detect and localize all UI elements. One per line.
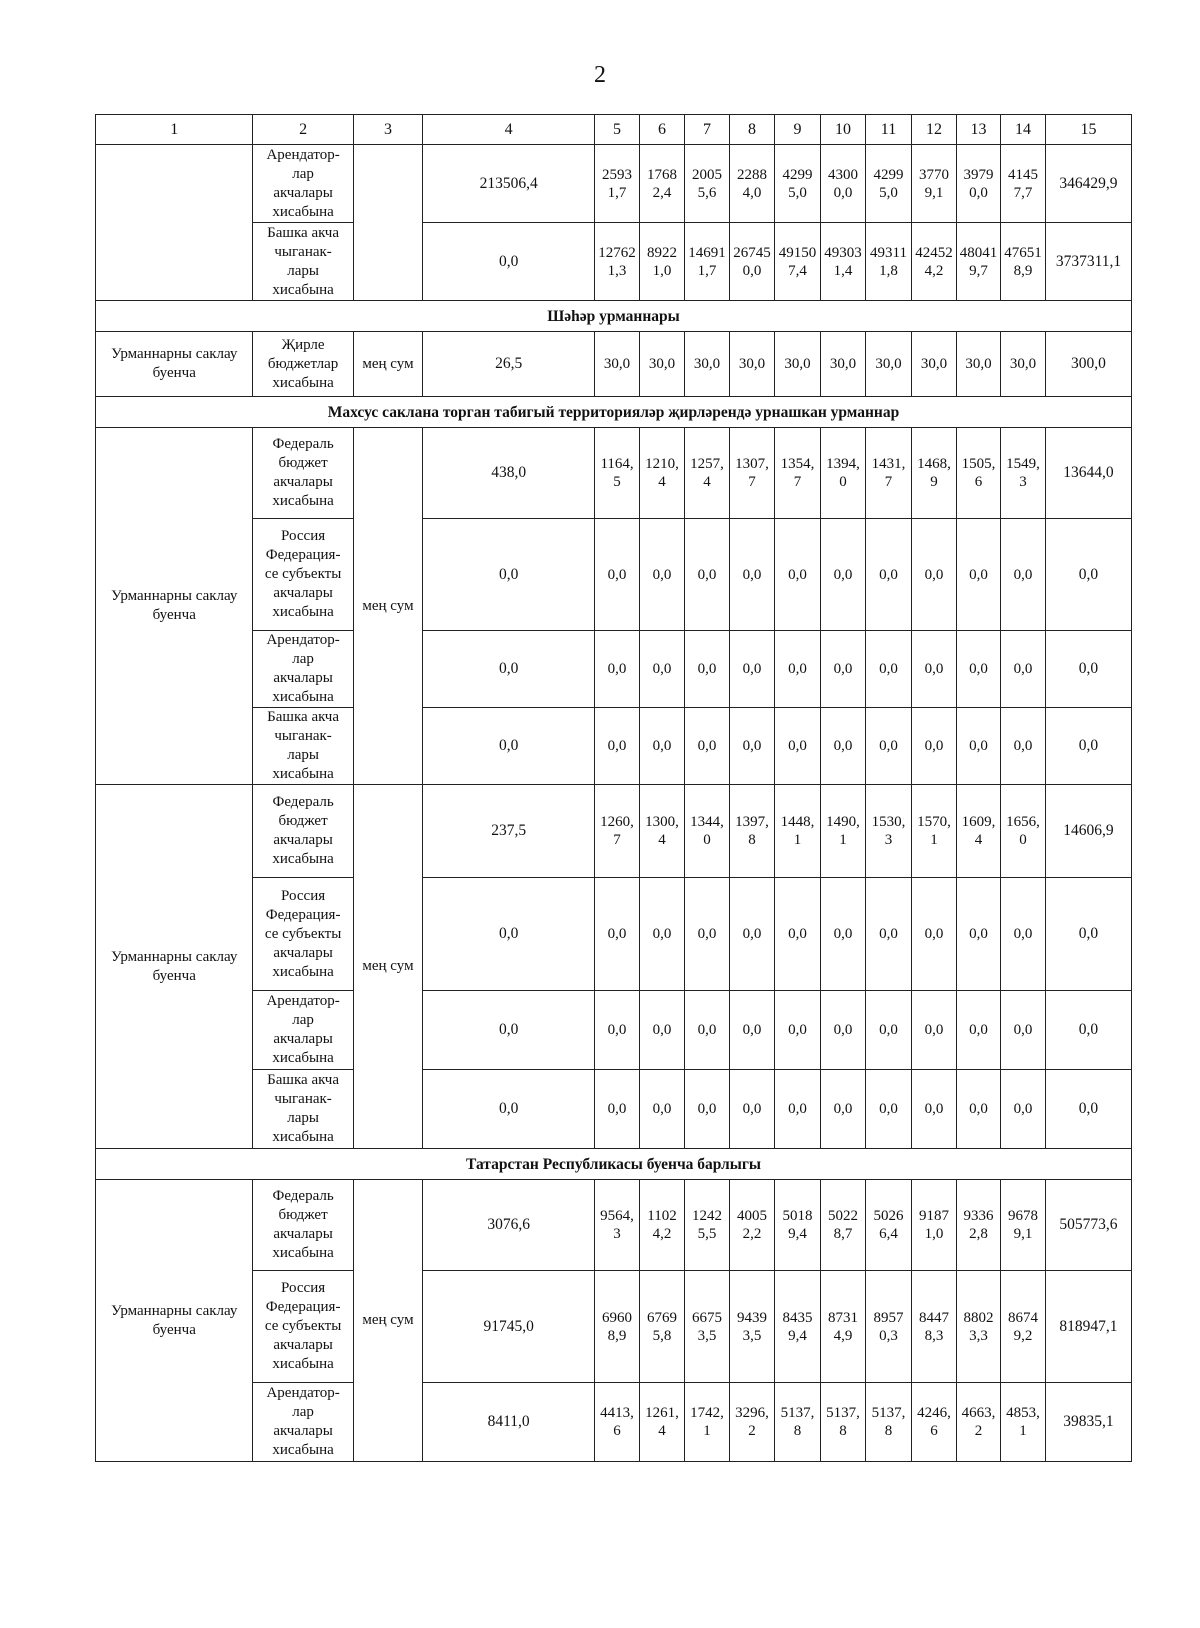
year-value-cell: 0,0 bbox=[956, 708, 1000, 785]
year-value-cell: 4299 5,0 bbox=[865, 145, 911, 223]
year-value-cell: 0,0 bbox=[640, 1070, 685, 1149]
total-value-cell: 0,0 bbox=[1045, 631, 1131, 708]
year-value-cell: 5137, 8 bbox=[774, 1383, 820, 1462]
funding-source-cell: Арендатор- лар акчалары хисабына bbox=[253, 1383, 353, 1462]
year-value-cell: 49150 7,4 bbox=[774, 223, 820, 301]
year-value-cell: 0,0 bbox=[1000, 708, 1045, 785]
year-value-cell: 30,0 bbox=[865, 332, 911, 397]
year-value-cell: 0,0 bbox=[595, 991, 640, 1070]
year-value-cell: 14691 1,7 bbox=[685, 223, 730, 301]
year-value-cell: 30,0 bbox=[1000, 332, 1045, 397]
year-value-cell: 30,0 bbox=[774, 332, 820, 397]
year-value-cell: 0,0 bbox=[821, 991, 866, 1070]
total-value-cell: 346429,9 bbox=[1045, 145, 1131, 223]
value-col4-cell: 213506,4 bbox=[423, 145, 595, 223]
header-cell: 10 bbox=[821, 115, 866, 145]
header-cell: 9 bbox=[774, 115, 820, 145]
section-title: Татарстан Республикасы буенча барлыгы bbox=[96, 1149, 1132, 1180]
year-value-cell: 49311 1,8 bbox=[865, 223, 911, 301]
funding-source-cell: Федераль бюджет акчалары хисабына bbox=[253, 1180, 353, 1271]
year-value-cell: 1505, 6 bbox=[956, 428, 1000, 519]
year-value-cell: 0,0 bbox=[640, 991, 685, 1070]
year-value-cell: 0,0 bbox=[912, 519, 957, 631]
year-value-cell: 0,0 bbox=[956, 991, 1000, 1070]
value-col4-cell: 26,5 bbox=[423, 332, 595, 397]
year-value-cell: 47651 8,9 bbox=[1000, 223, 1045, 301]
year-value-cell: 1300, 4 bbox=[640, 785, 685, 878]
year-value-cell: 9439 3,5 bbox=[730, 1271, 775, 1383]
total-value-cell: 13644,0 bbox=[1045, 428, 1131, 519]
year-value-cell: 0,0 bbox=[640, 878, 685, 991]
year-value-cell: 0,0 bbox=[774, 519, 820, 631]
year-value-cell: 0,0 bbox=[1000, 878, 1045, 991]
year-value-cell: 0,0 bbox=[685, 631, 730, 708]
header-cell: 5 bbox=[595, 115, 640, 145]
total-value-cell: 300,0 bbox=[1045, 332, 1131, 397]
year-value-cell: 1260, 7 bbox=[595, 785, 640, 878]
section-title: Махсус саклана торган табигый территорияләр җирләрендә урнашкан урманнар bbox=[96, 397, 1132, 428]
funding-source-cell: Федераль бюджет акчалары хисабына bbox=[253, 785, 353, 878]
year-value-cell: 0,0 bbox=[1000, 631, 1045, 708]
year-value-cell: 1354, 7 bbox=[774, 428, 820, 519]
year-value-cell: 48041 9,7 bbox=[956, 223, 1000, 301]
year-value-cell: 4853, 1 bbox=[1000, 1383, 1045, 1462]
funding-source-cell: Башка акча чыганак- лары хисабына bbox=[253, 708, 353, 785]
year-value-cell: 9187 1,0 bbox=[912, 1180, 957, 1271]
year-value-cell: 6960 8,9 bbox=[595, 1271, 640, 1383]
year-value-cell: 0,0 bbox=[730, 708, 775, 785]
total-value-cell: 0,0 bbox=[1045, 708, 1131, 785]
year-value-cell: 30,0 bbox=[912, 332, 957, 397]
year-value-cell: 8802 3,3 bbox=[956, 1271, 1000, 1383]
activity-cell: Урманнарны саклау буенча bbox=[96, 785, 253, 1149]
year-value-cell: 4246, 6 bbox=[912, 1383, 957, 1462]
year-value-cell: 1468, 9 bbox=[912, 428, 957, 519]
header-cell: 15 bbox=[1045, 115, 1131, 145]
activity-cell: Урманнарны саклау буенча bbox=[96, 1180, 253, 1462]
value-col4-cell: 0,0 bbox=[423, 878, 595, 991]
table-row bbox=[96, 332, 1132, 397]
year-value-cell: 0,0 bbox=[730, 991, 775, 1070]
year-value-cell: 1448, 1 bbox=[774, 785, 820, 878]
year-value-cell: 0,0 bbox=[821, 631, 866, 708]
year-value-cell: 1397, 8 bbox=[730, 785, 775, 878]
total-value-cell: 3737311,1 bbox=[1045, 223, 1131, 301]
total-value-cell: 0,0 bbox=[1045, 878, 1131, 991]
table-row bbox=[96, 1180, 1132, 1271]
year-value-cell: 0,0 bbox=[821, 1070, 866, 1149]
year-value-cell: 0,0 bbox=[685, 878, 730, 991]
year-value-cell: 4145 7,7 bbox=[1000, 145, 1045, 223]
year-value-cell: 8435 9,4 bbox=[774, 1271, 820, 1383]
total-value-cell: 0,0 bbox=[1045, 1070, 1131, 1149]
year-value-cell: 0,0 bbox=[774, 708, 820, 785]
funding-source-cell: Арендатор- лар акчалары хисабына bbox=[253, 631, 353, 708]
value-col4-cell: 438,0 bbox=[423, 428, 595, 519]
year-value-cell: 0,0 bbox=[730, 631, 775, 708]
year-value-cell: 0,0 bbox=[774, 1070, 820, 1149]
year-value-cell: 0,0 bbox=[1000, 991, 1045, 1070]
section-title: Шәһәр урманнары bbox=[96, 301, 1132, 332]
year-value-cell: 0,0 bbox=[730, 1070, 775, 1149]
year-value-cell: 1394, 0 bbox=[821, 428, 866, 519]
year-value-cell: 0,0 bbox=[956, 631, 1000, 708]
unit-cell: мең сум bbox=[353, 428, 423, 785]
year-value-cell: 3979 0,0 bbox=[956, 145, 1000, 223]
activity-cell: Урманнарны саклау буенча bbox=[96, 332, 253, 397]
year-value-cell: 0,0 bbox=[1000, 1070, 1045, 1149]
year-value-cell: 0,0 bbox=[685, 708, 730, 785]
funding-source-cell: Россия Федерация- се субъекты акчалары хисабына bbox=[253, 878, 353, 991]
total-value-cell: 818947,1 bbox=[1045, 1271, 1131, 1383]
value-col4-cell: 0,0 bbox=[423, 519, 595, 631]
funding-source-cell: Арендатор- лар акчалары хисабына bbox=[253, 991, 353, 1070]
year-value-cell: 4005 2,2 bbox=[730, 1180, 775, 1271]
year-value-cell: 0,0 bbox=[595, 708, 640, 785]
year-value-cell: 2593 1,7 bbox=[595, 145, 640, 223]
year-value-cell: 0,0 bbox=[956, 519, 1000, 631]
year-value-cell: 8447 8,3 bbox=[912, 1271, 957, 1383]
header-cell: 13 bbox=[956, 115, 1000, 145]
year-value-cell: 1570, 1 bbox=[912, 785, 957, 878]
header-cell: 4 bbox=[423, 115, 595, 145]
year-value-cell: 30,0 bbox=[595, 332, 640, 397]
year-value-cell: 0,0 bbox=[774, 878, 820, 991]
value-col4-cell: 0,0 bbox=[423, 991, 595, 1070]
budget-table bbox=[95, 114, 1132, 1462]
year-value-cell: 1257, 4 bbox=[685, 428, 730, 519]
header-cell: 8 bbox=[730, 115, 775, 145]
header-cell: 14 bbox=[1000, 115, 1045, 145]
year-value-cell: 0,0 bbox=[865, 519, 911, 631]
year-value-cell: 0,0 bbox=[595, 1070, 640, 1149]
funding-source-cell: Федераль бюджет акчалары хисабына bbox=[253, 428, 353, 519]
year-value-cell: 0,0 bbox=[640, 519, 685, 631]
year-value-cell: 0,0 bbox=[865, 708, 911, 785]
section-row bbox=[96, 1149, 1132, 1180]
year-value-cell: 1164, 5 bbox=[595, 428, 640, 519]
year-value-cell: 12762 1,3 bbox=[595, 223, 640, 301]
year-value-cell: 1344, 0 bbox=[685, 785, 730, 878]
header-cell: 2 bbox=[253, 115, 353, 145]
year-value-cell: 8922 1,0 bbox=[640, 223, 685, 301]
year-value-cell: 1530, 3 bbox=[865, 785, 911, 878]
year-value-cell: 0,0 bbox=[685, 991, 730, 1070]
year-value-cell: 30,0 bbox=[640, 332, 685, 397]
unit-cell: мең сум bbox=[353, 332, 423, 397]
year-value-cell: 30,0 bbox=[685, 332, 730, 397]
year-value-cell: 1609, 4 bbox=[956, 785, 1000, 878]
value-col4-cell: 237,5 bbox=[423, 785, 595, 878]
section-row bbox=[96, 397, 1132, 428]
value-col4-cell: 8411,0 bbox=[423, 1383, 595, 1462]
year-value-cell: 0,0 bbox=[774, 991, 820, 1070]
year-value-cell: 0,0 bbox=[865, 1070, 911, 1149]
activity-cell: Урманнарны саклау буенча bbox=[96, 428, 253, 785]
unit-cell: мең сум bbox=[353, 785, 423, 1149]
year-value-cell: 8674 9,2 bbox=[1000, 1271, 1045, 1383]
year-value-cell: 0,0 bbox=[912, 708, 957, 785]
total-value-cell: 39835,1 bbox=[1045, 1383, 1131, 1462]
total-value-cell: 14606,9 bbox=[1045, 785, 1131, 878]
header-cell: 1 bbox=[96, 115, 253, 145]
year-value-cell: 1102 4,2 bbox=[640, 1180, 685, 1271]
year-value-cell: 1549, 3 bbox=[1000, 428, 1045, 519]
year-value-cell: 5022 8,7 bbox=[821, 1180, 866, 1271]
activity-cell bbox=[96, 145, 253, 301]
table-row bbox=[96, 145, 1132, 223]
funding-source-cell: Җирле бюджетлар хисабына bbox=[253, 332, 353, 397]
year-value-cell: 6675 3,5 bbox=[685, 1271, 730, 1383]
funding-source-cell: Башка акча чыганак- лары хисабына bbox=[253, 223, 353, 301]
header-row bbox=[96, 115, 1132, 145]
year-value-cell: 6769 5,8 bbox=[640, 1271, 685, 1383]
unit-cell: мең сум bbox=[353, 1180, 423, 1462]
table-row bbox=[96, 428, 1132, 519]
funding-source-cell: Россия Федерация- се субъекты акчалары хисабына bbox=[253, 1271, 353, 1383]
year-value-cell: 3296, 2 bbox=[730, 1383, 775, 1462]
page-number: 2 bbox=[594, 62, 606, 88]
year-value-cell: 5018 9,4 bbox=[774, 1180, 820, 1271]
year-value-cell: 3770 9,1 bbox=[912, 145, 957, 223]
year-value-cell: 0,0 bbox=[912, 631, 957, 708]
year-value-cell: 4300 0,0 bbox=[821, 145, 866, 223]
year-value-cell: 4413, 6 bbox=[595, 1383, 640, 1462]
year-value-cell: 0,0 bbox=[821, 519, 866, 631]
year-value-cell: 9336 2,8 bbox=[956, 1180, 1000, 1271]
funding-source-cell: Арендатор- лар акчалары хисабына bbox=[253, 145, 353, 223]
year-value-cell: 5137, 8 bbox=[821, 1383, 866, 1462]
header-cell: 3 bbox=[353, 115, 423, 145]
year-value-cell: 1210, 4 bbox=[640, 428, 685, 519]
year-value-cell: 0,0 bbox=[640, 631, 685, 708]
header-cell: 12 bbox=[912, 115, 957, 145]
year-value-cell: 0,0 bbox=[912, 878, 957, 991]
value-col4-cell: 3076,6 bbox=[423, 1180, 595, 1271]
header-cell: 11 bbox=[865, 115, 911, 145]
value-col4-cell: 0,0 bbox=[423, 631, 595, 708]
year-value-cell: 1656, 0 bbox=[1000, 785, 1045, 878]
year-value-cell: 0,0 bbox=[595, 878, 640, 991]
year-value-cell: 0,0 bbox=[730, 519, 775, 631]
year-value-cell: 0,0 bbox=[821, 708, 866, 785]
year-value-cell: 0,0 bbox=[956, 1070, 1000, 1149]
year-value-cell: 0,0 bbox=[865, 631, 911, 708]
year-value-cell: 0,0 bbox=[595, 631, 640, 708]
unit-cell bbox=[353, 145, 423, 301]
value-col4-cell: 0,0 bbox=[423, 223, 595, 301]
total-value-cell: 0,0 bbox=[1045, 519, 1131, 631]
year-value-cell: 0,0 bbox=[595, 519, 640, 631]
year-value-cell: 1261, 4 bbox=[640, 1383, 685, 1462]
value-col4-cell: 0,0 bbox=[423, 708, 595, 785]
year-value-cell: 5026 6,4 bbox=[865, 1180, 911, 1271]
year-value-cell: 0,0 bbox=[774, 631, 820, 708]
year-value-cell: 0,0 bbox=[730, 878, 775, 991]
funding-source-cell: Башка акча чыганак- лары хисабына bbox=[253, 1070, 353, 1149]
year-value-cell: 30,0 bbox=[730, 332, 775, 397]
year-value-cell: 5137, 8 bbox=[865, 1383, 911, 1462]
year-value-cell: 1490, 1 bbox=[821, 785, 866, 878]
year-value-cell: 0,0 bbox=[685, 519, 730, 631]
year-value-cell: 9678 9,1 bbox=[1000, 1180, 1045, 1271]
year-value-cell: 4663, 2 bbox=[956, 1383, 1000, 1462]
year-value-cell: 42452 4,2 bbox=[912, 223, 957, 301]
year-value-cell: 8957 0,3 bbox=[865, 1271, 911, 1383]
year-value-cell: 0,0 bbox=[865, 991, 911, 1070]
year-value-cell: 0,0 bbox=[640, 708, 685, 785]
year-value-cell: 1242 5,5 bbox=[685, 1180, 730, 1271]
table-row bbox=[96, 785, 1132, 878]
total-value-cell: 505773,6 bbox=[1045, 1180, 1131, 1271]
year-value-cell: 2288 4,0 bbox=[730, 145, 775, 223]
year-value-cell: 0,0 bbox=[1000, 519, 1045, 631]
year-value-cell: 1431, 7 bbox=[865, 428, 911, 519]
year-value-cell: 1307, 7 bbox=[730, 428, 775, 519]
funding-source-cell: Россия Федерация- се субъекты акчалары хисабына bbox=[253, 519, 353, 631]
year-value-cell: 30,0 bbox=[821, 332, 866, 397]
year-value-cell: 1742, 1 bbox=[685, 1383, 730, 1462]
year-value-cell: 2005 5,6 bbox=[685, 145, 730, 223]
year-value-cell: 0,0 bbox=[685, 1070, 730, 1149]
section-row bbox=[96, 301, 1132, 332]
header-cell: 7 bbox=[685, 115, 730, 145]
year-value-cell: 9564, 3 bbox=[595, 1180, 640, 1271]
value-col4-cell: 91745,0 bbox=[423, 1271, 595, 1383]
year-value-cell: 26745 0,0 bbox=[730, 223, 775, 301]
year-value-cell: 0,0 bbox=[865, 878, 911, 991]
year-value-cell: 0,0 bbox=[956, 878, 1000, 991]
year-value-cell: 49303 1,4 bbox=[821, 223, 866, 301]
year-value-cell: 0,0 bbox=[912, 1070, 957, 1149]
year-value-cell: 1768 2,4 bbox=[640, 145, 685, 223]
value-col4-cell: 0,0 bbox=[423, 1070, 595, 1149]
year-value-cell: 0,0 bbox=[821, 878, 866, 991]
year-value-cell: 8731 4,9 bbox=[821, 1271, 866, 1383]
year-value-cell: 30,0 bbox=[956, 332, 1000, 397]
year-value-cell: 0,0 bbox=[912, 991, 957, 1070]
header-cell: 6 bbox=[640, 115, 685, 145]
total-value-cell: 0,0 bbox=[1045, 991, 1131, 1070]
year-value-cell: 4299 5,0 bbox=[774, 145, 820, 223]
